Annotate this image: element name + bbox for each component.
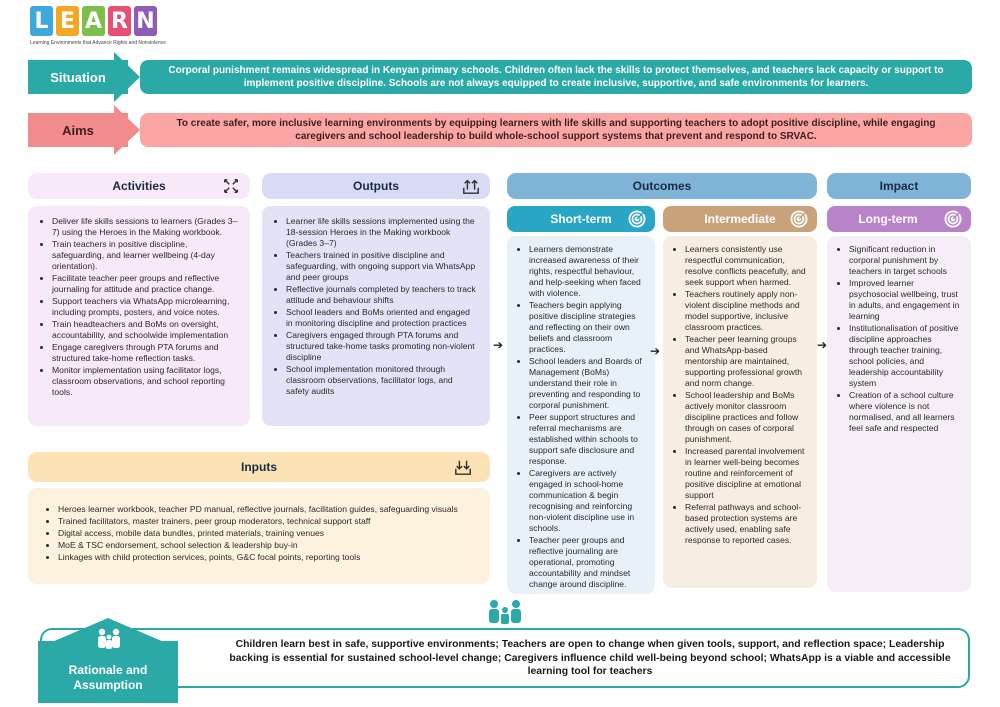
flow-arrow-icon: ➔ xyxy=(650,344,661,358)
list-item: • Train headteachers and BoMs on oversight, accountability, and schoolwide implementation xyxy=(52,319,238,341)
download-arrows-icon xyxy=(454,458,472,476)
list-item: • Significant reduction in corporal punishment by teachers in target schools xyxy=(849,244,963,277)
rationale-text: Children learn best in safe, supportive environments; Teachers are open to change when given tools, support, and reflection space; Leadership backing is essential for sustained school-level change; Caregivers influence child well-being beyond school; WhatsApp is a viable and accessible learning tool for teachers xyxy=(229,639,951,678)
list-item: • Learners consistently use respectful communication, resolve conflicts peacefully, and seek support when harmed. xyxy=(685,244,809,288)
long-term-panel xyxy=(827,236,971,592)
outputs-header xyxy=(262,173,490,199)
list-item: • School implementation monitored through classroom observations, facilitator logs, and safety audits xyxy=(286,364,478,397)
outputs-panel xyxy=(262,206,490,426)
list-item: • MoE & TSC endorsement, school selection & leadership buy-in xyxy=(58,540,478,551)
inputs-header xyxy=(28,452,490,482)
rationale-label xyxy=(38,663,178,693)
list-item: • Linkages with child protection services, points, G&C focal points, reporting tools xyxy=(58,552,478,563)
list-item: • Facilitate teacher peer groups and reflective journaling for attitude and practice change. xyxy=(52,273,238,295)
situation-text: Corporal punishment remains widespread in Kenyan primary schools. Children often lack the skills to protect themselves, and teachers lack capacity or support to implement positive discipline. Schools are not always equipped to create inclusive, supportive, and safe environments for learners. xyxy=(140,60,972,94)
flow-arrow-icon: ➔ xyxy=(493,338,504,352)
list-item: • Improved learner psychosocial wellbeing, trust in adults, and engagement in learning xyxy=(849,278,963,322)
list-item: • Deliver life skills sessions to learners (Grades 3–7) using the Heroes in the Making workbook. xyxy=(52,216,238,238)
family-icon xyxy=(480,598,530,630)
target-icon xyxy=(789,209,809,229)
logo-letter: N xyxy=(134,6,157,36)
inputs-panel xyxy=(28,488,490,584)
outputs-title: Outputs xyxy=(353,179,399,193)
intermediate-title: Intermediate xyxy=(704,212,776,226)
list-item: • Learner life skills sessions implemented using the 18-session Heroes in the Making workbook (Grades 3–7) xyxy=(286,216,478,249)
long-term-header xyxy=(827,206,971,232)
list-item: • Institutionalisation of positive discipline approaches through teacher training, school policies, and leadership accountability system xyxy=(849,323,963,389)
list-item: • Support teachers via WhatsApp microlearning, including prompts, posters, and voice notes. xyxy=(52,296,238,318)
list-item: • Trained facilitators, master trainers, peer group moderators, technical support staff xyxy=(58,516,478,527)
aims-arrow-icon xyxy=(114,105,140,155)
list-item: • Caregivers engaged through PTA forums and structured take-home tasks promoting non-violent discipline xyxy=(286,330,478,363)
list-item: • Reflective journals completed by teachers to track attitude and behaviour shifts xyxy=(286,284,478,306)
list-item: • Increased parental involvement in learner well-being becomes routine and reinforcement of positive discipline at emotional support xyxy=(685,446,809,501)
list-item: • School leaders and Boards of Management (BoMs) understand their role in preventing and responding to corporal punishment. xyxy=(529,356,647,411)
logo-letter: L xyxy=(30,6,53,36)
list-item: • Train teachers in positive discipline, safeguarding, and learner wellbeing (4-day orientation). xyxy=(52,239,238,272)
intermediate-panel xyxy=(663,236,817,588)
list-item: • Digital access, mobile data bundles, printed materials, training venues xyxy=(58,528,478,539)
list-item: • Teachers trained in positive discipline and safeguarding, with ongoing support via WhatsApp and peer groups xyxy=(286,250,478,283)
rationale-label-line1: Rationale and xyxy=(68,663,148,677)
activities-header xyxy=(28,173,250,199)
list-item: • Referral pathways and school-based protection systems are actively used, enabling safe response to reported cases. xyxy=(685,502,809,546)
impact-title: Impact xyxy=(879,179,919,193)
list-item: • Peer support structures and referral mechanisms are established within schools to support safe disclosure and response. xyxy=(529,412,647,467)
intermediate-header xyxy=(663,206,817,232)
list-item: • Monitor implementation using facilitator logs, classroom observations, and school reporting tools. xyxy=(52,365,238,398)
inputs-title: Inputs xyxy=(241,460,277,474)
situation-label: Situation xyxy=(28,60,128,94)
list-item: • Learners demonstrate increased awareness of their rights, respectful behaviour, and help-seeking when faced with violence. xyxy=(529,244,647,299)
list-item: • Teacher peer learning groups and WhatsApp-based mentorship are maintained, supporting professional growth and norm change. xyxy=(685,334,809,389)
aims-text: To create safer, more inclusive learning environments by equipping learners with life skills and supporting teachers to adopt positive discipline, while engaging caregivers and school leadership to build whole-school support systems that prevent and respond to SRVAC. xyxy=(140,113,972,147)
activities-panel xyxy=(28,206,250,426)
learn-logo xyxy=(30,6,166,52)
list-item: • Teacher peer groups and reflective journaling are operational, promoting accountability and mindset change around discipline. xyxy=(529,535,647,590)
list-item: • Creation of a school culture where violence is not normalised, and all learners feel safe and respected xyxy=(849,390,963,434)
situation-arrow-icon xyxy=(114,52,140,102)
short-term-panel xyxy=(507,236,655,594)
list-item: • Heroes learner workbook, teacher PD manual, reflective journals, facilitation guides, safeguarding visuals xyxy=(58,504,478,515)
activities-title: Activities xyxy=(112,179,166,193)
list-item: • Teachers routinely apply non-violent discipline methods and model supportive, inclusive classroom practices. xyxy=(685,289,809,333)
list-item: • Teachers begin applying positive discipline strategies and reflecting on their own beliefs and classroom practices. xyxy=(529,300,647,355)
outcomes-header xyxy=(507,173,817,199)
list-item: • School leaders and BoMs oriented and engaged in monitoring discipline and protection practices xyxy=(286,307,478,329)
aims-label: Aims xyxy=(28,113,128,147)
family-icon xyxy=(94,627,124,653)
rationale-tab xyxy=(38,641,178,703)
logo-letter: R xyxy=(108,6,131,36)
target-icon xyxy=(943,209,963,229)
list-item: • Caregivers are actively engaged in school-home communication & begin recognising and reinforcing non-violent discipline use in schools. xyxy=(529,468,647,534)
logo-tagline: Learning Environments that Advance Rights and Nonviolence xyxy=(30,40,166,46)
target-icon xyxy=(627,209,647,229)
upload-arrows-icon xyxy=(462,177,480,195)
short-term-header xyxy=(507,206,655,232)
logo-letters xyxy=(30,6,160,36)
impact-header xyxy=(827,173,971,199)
short-term-title: Short-term xyxy=(550,212,612,226)
long-term-title: Long-term xyxy=(858,212,918,226)
logo-letter: E xyxy=(56,6,79,36)
scatter-arrows-icon xyxy=(222,177,240,195)
list-item: • School leadership and BoMs actively monitor classroom discipline practices and follow through on cases of corporal punishment. xyxy=(685,390,809,445)
flow-arrow-icon: ➔ xyxy=(817,338,828,352)
logo-letter: A xyxy=(82,6,105,36)
rationale-label-line2: Assumption xyxy=(73,678,143,692)
outcomes-title: Outcomes xyxy=(632,179,692,193)
list-item: • Engage caregivers through PTA forums and structured take-home reflection tasks. xyxy=(52,342,238,364)
